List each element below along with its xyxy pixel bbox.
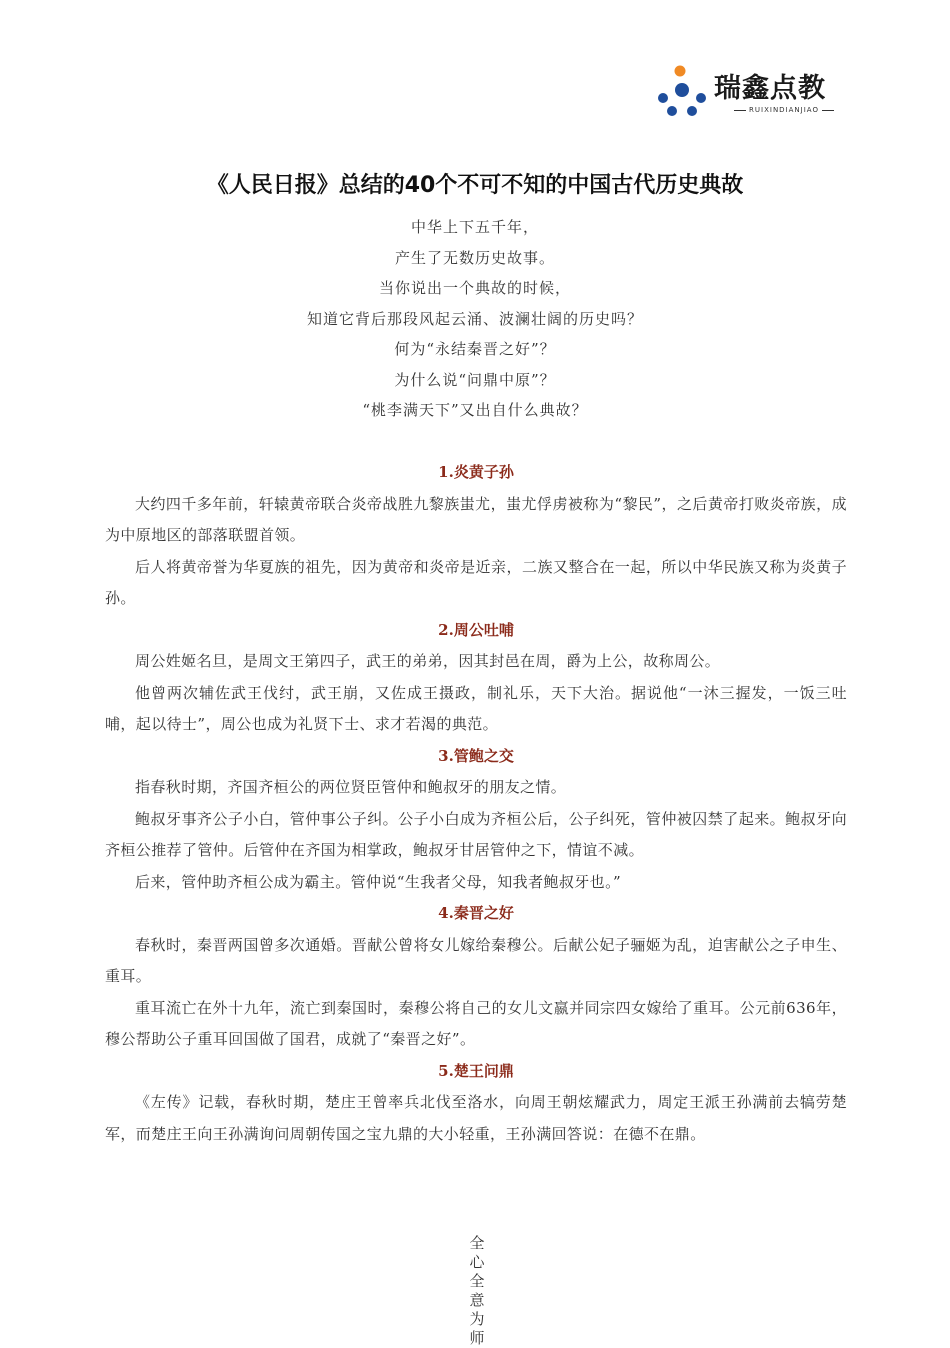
brand-subtitle — [714, 106, 854, 114]
article-body — [105, 457, 847, 1150]
intro-line: 产生了无数历史故事。 — [394, 248, 555, 267]
footer-vertical-text: 全心全意为师 — [469, 1234, 485, 1347]
intro-block — [0, 212, 950, 426]
intro-line: 为什么说“问鼎中原”？ — [394, 370, 556, 389]
paragraph: 大约四千多年前，轩辕黄帝联合炎帝战胜九黎族蚩尤，蚩尤俘虏被称为“黎民”，之后黄帝打败炎帝族，成为中原地区的部落联盟首领。 — [105, 494, 847, 544]
brand-logo — [656, 62, 856, 122]
section-heading: 5.楚王问鼎 — [438, 1061, 514, 1080]
section-heading: 4.秦晋之好 — [438, 904, 514, 922]
section-heading: 1.炎黄子孙 — [438, 463, 514, 481]
logo-mark-icon — [656, 64, 708, 120]
paragraph: 后人将黄帝誉为华夏族的祖先，因为黄帝和炎帝是近亲，二族又整合在一起，所以中华民族又称为炎黄子孙。 — [105, 557, 847, 607]
paragraph: 后来，管仲助齐桓公成为霸主。管仲说“生我者父母，知我者鲍叔牙也。” — [135, 872, 622, 891]
section-5 — [105, 1056, 847, 1151]
section-heading: 2.周公吐哺 — [438, 620, 514, 639]
brand-name: 瑞鑫点教 — [714, 73, 826, 104]
paragraph: 重耳流亡在外十九年，流亡到秦国时，秦穆公将自己的女儿文嬴并同宗四女嫁给了重耳。公元前636年，穆公帮助公子重耳回国做了国君，成就了“秦晋之好”。 — [105, 998, 847, 1048]
paragraph: 春秋时，秦晋两国曾多次通婚。晋献公曾将女儿嫁给秦穆公。后献公妃子骊姬为乱，迫害献公之子申生、重耳。 — [105, 935, 847, 985]
intro-line: 当你说出一个典故的时候， — [378, 279, 571, 297]
section-4 — [105, 898, 847, 1056]
section-3 — [105, 741, 847, 899]
paragraph: 他曾两次辅佐武王伐纣，武王崩，又佐成王摄政，制礼乐，天下大治。据说他“一沐三握发，一饭三吐哺，起以待士”，周公也成为礼贤下士、求才若渴的典范。 — [105, 683, 847, 733]
intro-line: 知道它背后那段风起云涌、波澜壮阔的历史吗？ — [306, 309, 643, 328]
paragraph: 指春秋时期，齐国齐桓公的两位贤臣管仲和鲍叔牙的朋友之情。 — [135, 778, 567, 796]
paragraph: 《左传》记载，春秋时期，楚庄王曾率兵北伐至洛水，向周王朝炫耀武力，周定王派王孙满前去犒劳楚军，而楚庄王向王孙满询问周朝传国之宝九鼎的大小轻重，王孙满回答说：在德不在鼎。 — [105, 1093, 847, 1143]
brand-subtitle-text: RUIXINDIANJIAO — [749, 106, 819, 114]
paragraph: 周公姓姬名旦，是周文王第四子，武王的弟弟，因其封邑在周，爵为上公，故称周公。 — [135, 652, 721, 670]
section-2 — [105, 615, 847, 741]
section-heading: 3.管鲍之交 — [438, 746, 514, 765]
intro-line: 中华上下五千年， — [410, 218, 539, 236]
intro-line: “桃李满天下”又出自什么典故？ — [362, 401, 588, 419]
intro-line: 何为“永结秦晋之好”？ — [394, 340, 556, 358]
page-title: 《人民日报》总结的40个不可不知的中国古代历史典故 — [206, 173, 744, 198]
section-1 — [105, 457, 847, 615]
paragraph: 鲍叔牙事齐公子小白，管仲事公子纠。公子小白成为齐桓公后，公子纠死，管仲被囚禁了起来。鲍叔牙向齐桓公推荐了管仲。后管仲在齐国为相掌政，鲍叔牙甘居管仲之下，情谊不减。 — [105, 809, 847, 859]
